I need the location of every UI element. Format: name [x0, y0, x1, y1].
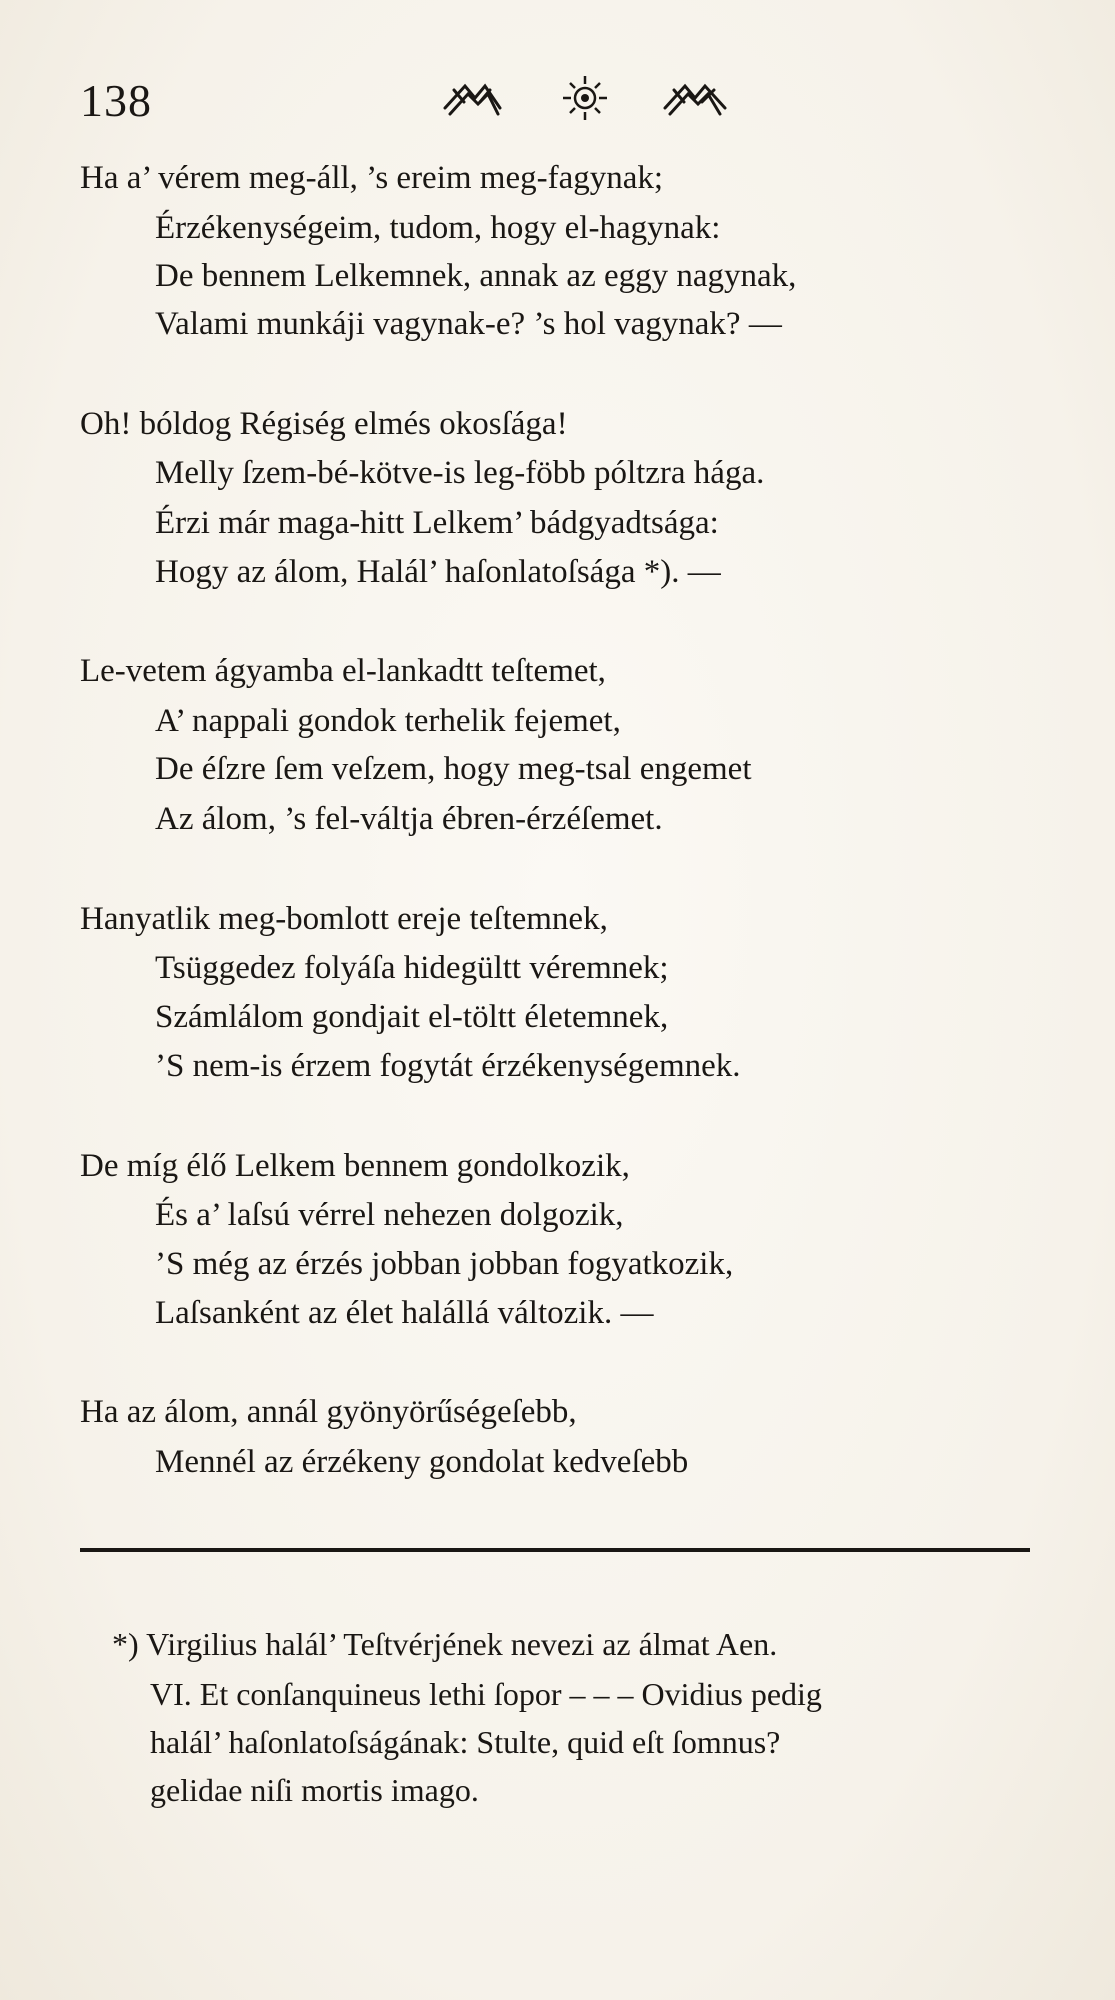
verse-line: De míg élő Lelkem bennem gondolkozik, — [80, 1148, 630, 1184]
decorative-ornament-icon — [440, 74, 730, 122]
verse-line: Oh! bóldog Régiség elmés okosſága! — [80, 406, 568, 442]
footnote-line: halál’ haſonlatoſságának: Stulte, quid eſt ſomnus? — [150, 1724, 781, 1760]
verse-line: ’S még az érzés jobban jobban fogyatkozik, — [155, 1246, 734, 1282]
footnote-divider — [80, 1548, 1030, 1552]
verse-line: Melly ſzem-bé-kötve-is leg-föbb póltzra hága. — [155, 455, 765, 491]
verse-line: Érzi már maga-hitt Lelkem’ bádgyadtsága: — [155, 505, 719, 541]
footnote-line: gelidae niſi mortis imago. — [150, 1772, 479, 1808]
verse-line: ’S nem-is érzem fogytát érzékenységemnek. — [155, 1048, 741, 1084]
verse-line: Az álom, ’s fel-váltja ébren-érzéſemet. — [155, 801, 663, 837]
verse-line: Valami munkáji vagynak-e? ’s hol vagynak? — — [155, 306, 782, 342]
footnote-line: VI. Et conſanquineus lethi ſopor – – – Ovidius pedig — [150, 1676, 822, 1712]
verse-line: Ha az álom, annál gyönyörűségeſebb, — [80, 1394, 577, 1430]
verse-line: Hogy az álom, Halál’ haſonlatoſsága *). — — [155, 554, 721, 590]
verse-line: Le-vetem ágyamba el-lankadtt teſtemet, — [80, 653, 606, 689]
verse-line: De éſzre ſem veſzem, hogy meg-tsal engemet — [155, 751, 752, 787]
verse-line: És a’ laſsú vérrel nehezen dolgozik, — [155, 1197, 624, 1233]
verse-line: Hanyatlik meg-bomlott ereje teſtemnek, — [80, 901, 608, 937]
verse-line: Mennél az érzékeny gondolat kedveſebb — [155, 1444, 689, 1480]
page-header — [0, 70, 1115, 130]
verse-line: De bennem Lelkemnek, annak az eggy nagynak, — [155, 258, 797, 294]
verse-line: Tsüggedez folyáſa hidegültt véremnek; — [155, 950, 669, 986]
footnote-line: *) Virgilius halál’ Teſtvérjének nevezi az álmat Aen. — [112, 1626, 778, 1662]
verse-line: Érzékenységeim, tudom, hogy el-hagynak: — [155, 210, 721, 246]
verse-line: Ha a’ vérem meg-áll, ’s ereim meg-fagynak; — [80, 160, 664, 196]
verse-line: Laſsanként az élet halállá változik. — — [155, 1295, 654, 1331]
page-number: 138 — [80, 75, 152, 126]
verse-line: Számlálom gondjait el-töltt életemnek, — [155, 999, 669, 1035]
verse-line: A’ nappali gondok terhelik fejemet, — [155, 703, 621, 739]
